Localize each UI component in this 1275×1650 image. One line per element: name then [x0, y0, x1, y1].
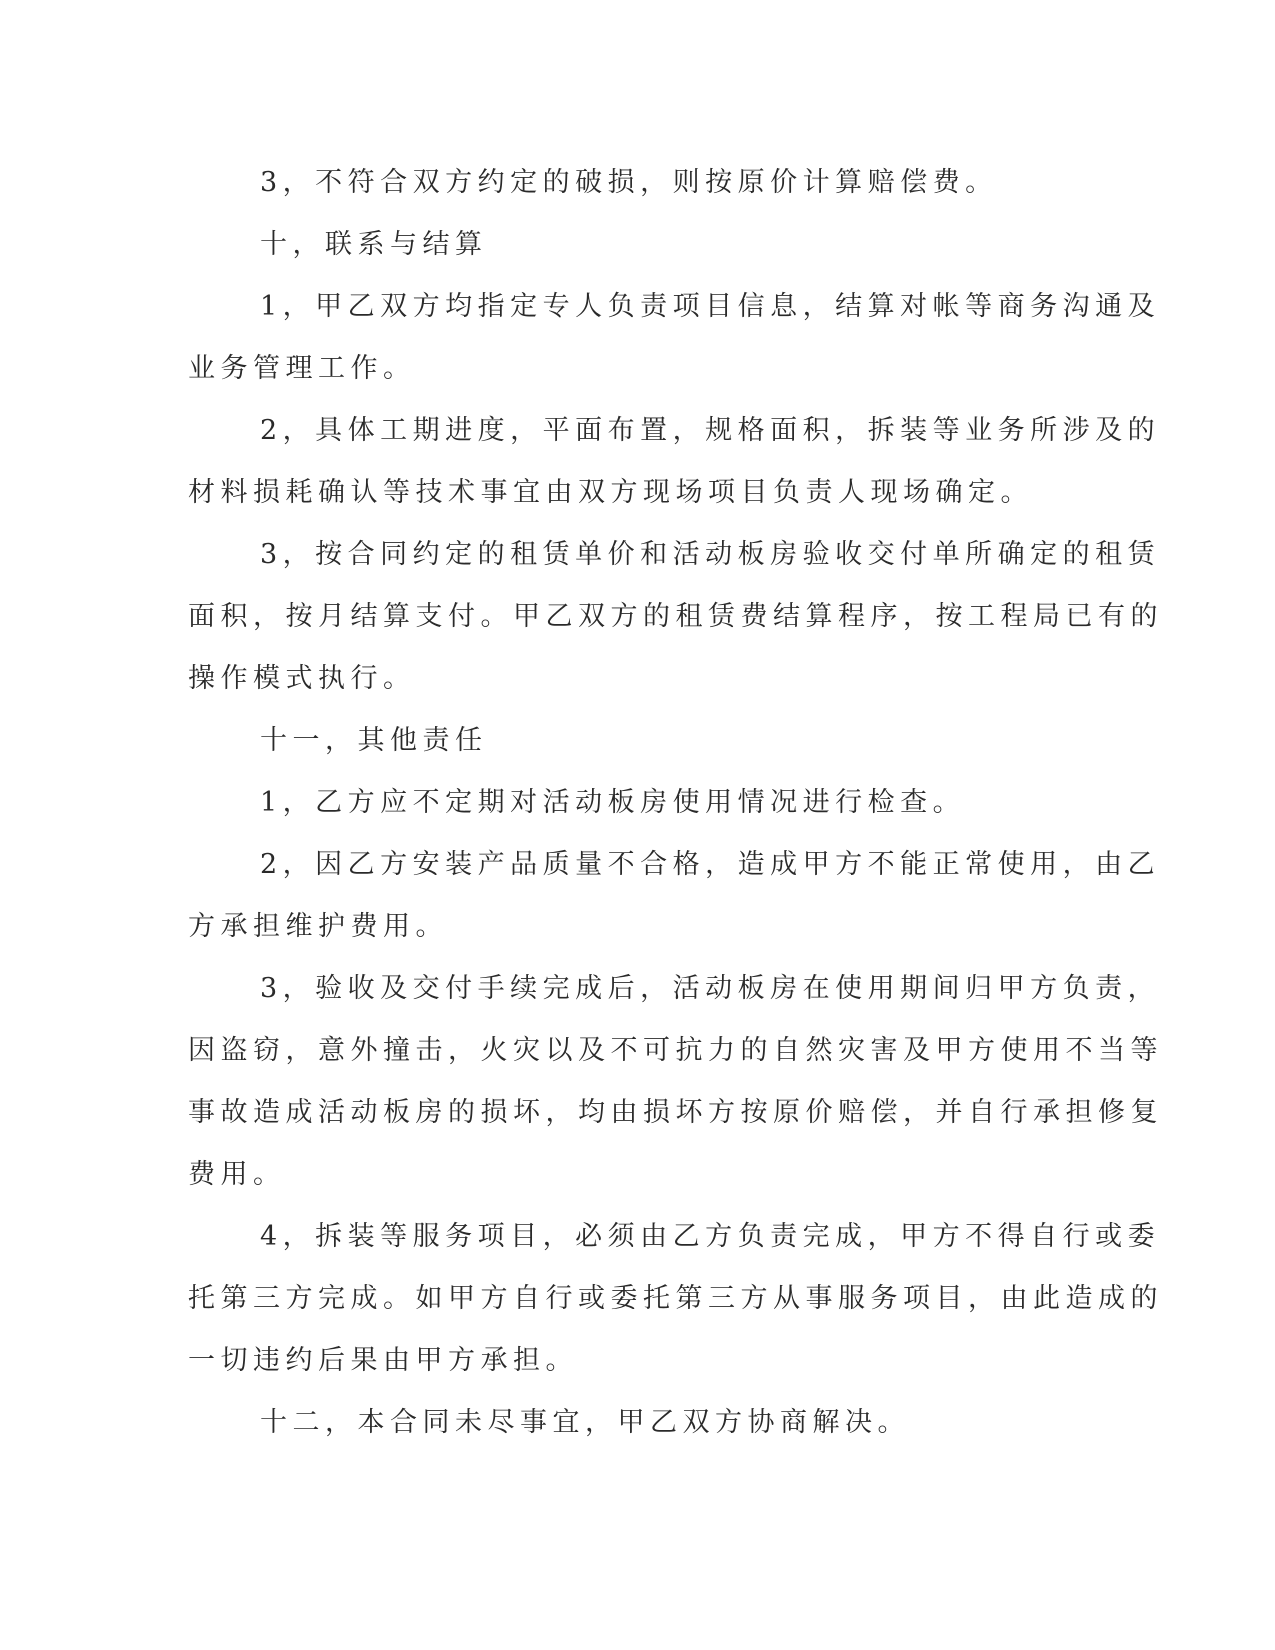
clause-line: 4，拆装等服务项目，必须由乙方负责完成，甲方不得自行或委 — [260, 1221, 1161, 1252]
clause-line: 托第三方完成。如甲方自行或委托第三方从事服务项目，由此造成的 — [188, 1283, 1163, 1314]
clause-line: 2，具体工期进度，平面布置，规格面积，拆装等业务所涉及的 — [260, 415, 1161, 446]
document-body — [188, 163, 1163, 1465]
clause-line: 业务管理工作。 — [188, 353, 416, 384]
clause-line: 3，按合同约定的租赁单价和活动板房验收交付单所确定的租赁 — [260, 539, 1161, 570]
clause-line: 1，乙方应不定期对活动板房使用情况进行检查。 — [260, 787, 966, 818]
clause-line: 因盗窃，意外撞击，火灾以及不可抗力的自然灾害及甲方使用不当等 — [188, 1035, 1163, 1066]
clause-line: 费用。 — [188, 1159, 286, 1190]
clause-line: 一切违约后果由甲方承担。 — [188, 1345, 578, 1376]
clause-line: 1，甲乙双方均指定专人负责项目信息，结算对帐等商务沟通及 — [260, 291, 1161, 322]
clause-line: 2，因乙方安装产品质量不合格，造成甲方不能正常使用，由乙 — [260, 849, 1161, 880]
clause-line: 操作模式执行。 — [188, 663, 416, 694]
section-heading: 十一，其他责任 — [260, 725, 488, 756]
section-heading: 十二，本合同未尽事宜，甲乙双方协商解决。 — [260, 1407, 910, 1438]
clause-line: 3，验收及交付手续完成后，活动板房在使用期间归甲方负责， — [260, 973, 1161, 1004]
clause-line: 3，不符合双方约定的破损，则按原价计算赔偿费。 — [260, 167, 998, 198]
clause-line: 面积，按月结算支付。甲乙双方的租赁费结算程序，按工程局已有的 — [188, 601, 1163, 632]
clause-line: 方承担维护费用。 — [188, 911, 448, 942]
clause-line: 事故造成活动板房的损坏，均由损坏方按原价赔偿，并自行承担修复 — [188, 1097, 1163, 1128]
clause-line: 材料损耗确认等技术事宜由双方现场项目负责人现场确定。 — [188, 477, 1033, 508]
section-heading: 十，联系与结算 — [260, 229, 488, 260]
